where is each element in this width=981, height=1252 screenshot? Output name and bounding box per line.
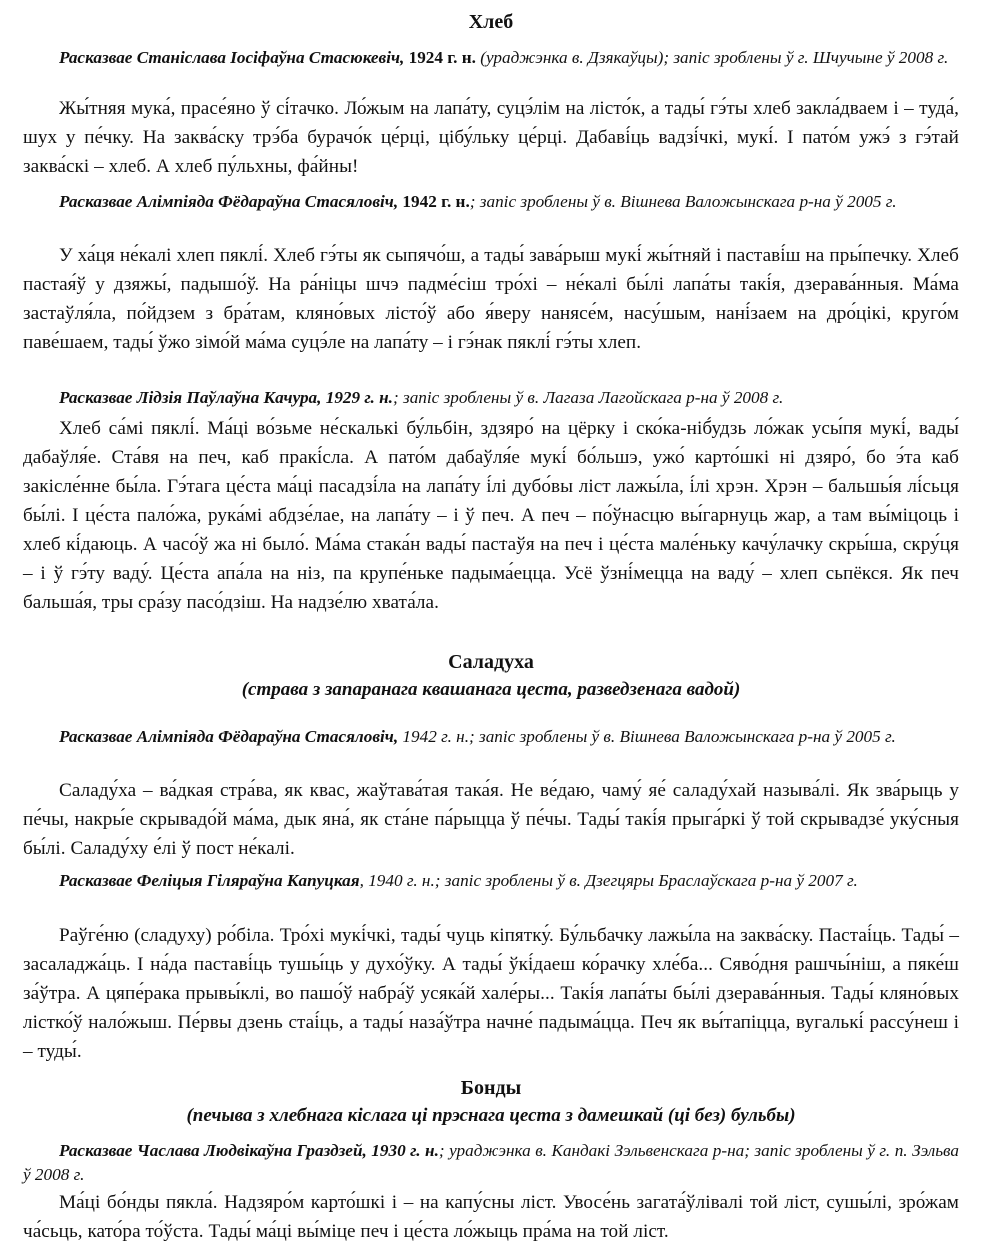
source-details: ; запіс зроблены ў в. Вішнева Валожынскага р-на ў 2005 г.: [469, 192, 897, 211]
narrator-name: Расказвае Лідзія Паўлаўна Качура, 1929 г. н.: [59, 388, 393, 407]
narrator-year: 1942 г. н.: [398, 192, 470, 211]
section-subtitle: (печыва з хлебнага кіслага ці прэснага цеста з дамешкай (ці без) бульбы): [186, 1105, 796, 1126]
narrator-name: Расказвае Алімпіяда Фёдараўна Стасяловіч,: [59, 727, 399, 746]
narrative-paragraph: Раўге́ню (сладуху) ро́біла. Тро́хі мукі́чкі, тады́ чуць кіпятку́. Бу́льбачку лажы́ла на заква́ску. Пастаі́ць. Тады́ – засаладжа́ць. І на́да паставі́ць тушы́ць у духо́ўку. А тады́ ўкі́даеш ко́рачку хле́ба... Сяво́дня рашчы́ніш, а пяке́ш за́ўтра. А цяпе́рака прывы́клі, во пашо́ў набра́ў усяка́й хале́ры... Такі́я лапа́ты бы́лі дзерава́нныя. Тады́ кляно́вых лістко́ў нало́жыш. Пе́рвы дзень стаі́ць, а тады́ наза́ўтра начне́ падыма́цца. Печ як вы́тапіцца, вугалькі́ рассу́неш і – туды́.: [23, 925, 959, 1062]
narrator-name: Расказвае Станіслава Іосіфаўна Стасюкевіч,: [59, 48, 405, 67]
narrative-paragraph: Ма́ці бо́нды пякла́. Надзяро́м карто́шкі і – на капу́сны ліст. Увосе́нь загата́ўлівалі той ліст, сушы́лі, зро́жам ча́сьць, като́ра то́ўста. Тады́ ма́ці вы́міце печ і це́ста ло́жыць пра́ма на той ліст.: [23, 1192, 959, 1242]
source-line: [23, 46, 959, 70]
section-title: Бонды: [460, 1077, 522, 1099]
section-title: Саладуха: [448, 651, 534, 673]
section-subtitle: (страва з запаранага квашанага цеста, разведзенага вадой): [241, 679, 741, 700]
source-details: ; запіс зроблены ў в. Лагаза Лагойскага р-на ў 2008 г.: [392, 388, 784, 407]
source-line: [23, 1139, 959, 1187]
narrator-name: Расказвае Алімпіяда Фёдараўна Стасяловіч,: [59, 192, 399, 211]
narrator-year: 1924 г. н.: [404, 48, 476, 67]
section-title: Хлеб: [468, 11, 514, 33]
source-details: , 1940 г. н.; запіс зроблены ў в. Дзегцяры Браслаўскага р-на ў 2007 г.: [359, 871, 858, 890]
source-line: [23, 386, 959, 410]
narrator-name: Расказвае Феліцыя Гіляраўна Капуцкая: [59, 871, 360, 890]
narrative-paragraph: Хлеб са́мі пяклі́. Ма́ці во́зьме не́скалькі бу́льбін, здзяро́ на цёрку і ско́ка-ніб́удзь ло́жак усы́пя мукі́, вады́ дабаўля́е. Ста́вя на печ, каб пракі́сла. А пато́м дабаўля́е мукі́ бо́льшэ, ужо́ карто́шкі ні дзяро́, бо э́та каб закісле́нне бы́ла. Гэ́тага це́ста ма́ці пасадзі́ла на лапа́ту і́лі дубо́вы ліст лажы́ла, і́лі хрэн. Хрэн – бальшы́я лі́сьця бы́лі. І це́ста пало́жа, рука́мі абдзе́лае, на лапа́ту – і ў печ. А печ – по́ўнасцю вы́гарнуць жар, а там вы́міцоць і хлеб кі́даюць. А часо́ў жа ні было́. Ма́ма стака́н вады́ пастаўя на печ і це́ста мале́ньку качу́лачку скры́ша, скру́ця – і ў гэ́ту ваду́. Це́ста апа́ла на ніз, па крупе́ньке падыма́ецца. Усё ўзні́мецца на ваду́ – хлеп сьпёкся. Як печ бальша́я, тры сра́зу пасо́дзіш. На надзе́лю хвата́ла.: [23, 418, 959, 613]
narrative-paragraph: У ха́ця не́калі хлеп пяклі́. Хлеб гэ́ты як сыпячо́ш, а тады́ зава́рыш мукі́ жы́тняй і паставі́ш на пры́печку. Хлеб пастая́ў у дзяжы́, падышо́ў. На ра́ніцы шчэ падме́сіш тро́хі – не́калі бы́лі лапа́ты такі́я, дзерава́нныя. Ма́ма застаўля́ла, по́йдзем з бра́там, кляно́вых лісто́ў або я́веру нанясе́м, насу́шым, нані́заем на дро́цікі, круго́м паве́шаем, тады́ ўжо зімо́й ма́ма суцэ́ле на лапа́ту – і гэ́нак пяклі́ гэ́ты хлеп.: [23, 245, 959, 353]
narrative-paragraph: Саладу́ха – ва́дкая стра́ва, як квас, жаўтава́тая така́я. Не ве́даю, чаму́ яе́ саладу́хай называ́лі. Як зва́рыць у пе́чы, накры́е скрывадо́й ма́ма, дык яна́, як ста́не па́рыцца ў пе́чы. Тады́ такі́я прыга́ркі ў той скрывадзе́ уку́сныя бы́лі. Саладу́ху е́лі ў пост не́калі.: [23, 780, 959, 859]
source-details: ; ураджэнка в. Кандакі Зэльвенскага р-на; запіс зроблены ў г. п. Зэльва ў 2008 г.: [23, 1141, 959, 1184]
source-line: [23, 869, 959, 893]
source-line: [23, 725, 959, 749]
narrative-paragraph: Жы́тняя мука́, прасе́яно ў сі́тачко. Ло́жым на лапа́ту, суцэ́лім на лісто́к, а тады́ гэ́ты хлеб закла́дваем і – туда́, шух у пе́чку. На заква́ску трэ́ба бурачо́к це́рці, цібу́льку це́рці. Дабаві́ць вадзі́чкі, мукі́. І пато́м ужэ́ з гэ́тай заква́скі – хлеб. А хлеб пу́льхны, фа́йны!: [23, 98, 959, 177]
narrator-name: Расказвае Часлава Людвікаўна Граздзей, 1930 г. н.: [59, 1141, 439, 1160]
source-details: (ураджэнка в. Дзякаўцы); запіс зроблены ў г. Шчучыне ў 2008 г.: [475, 48, 949, 67]
source-details: 1942 г. н.; запіс зроблены ў в. Вішнева Валожынскага р-на ў 2005 г.: [398, 727, 896, 746]
source-line: [23, 190, 959, 214]
